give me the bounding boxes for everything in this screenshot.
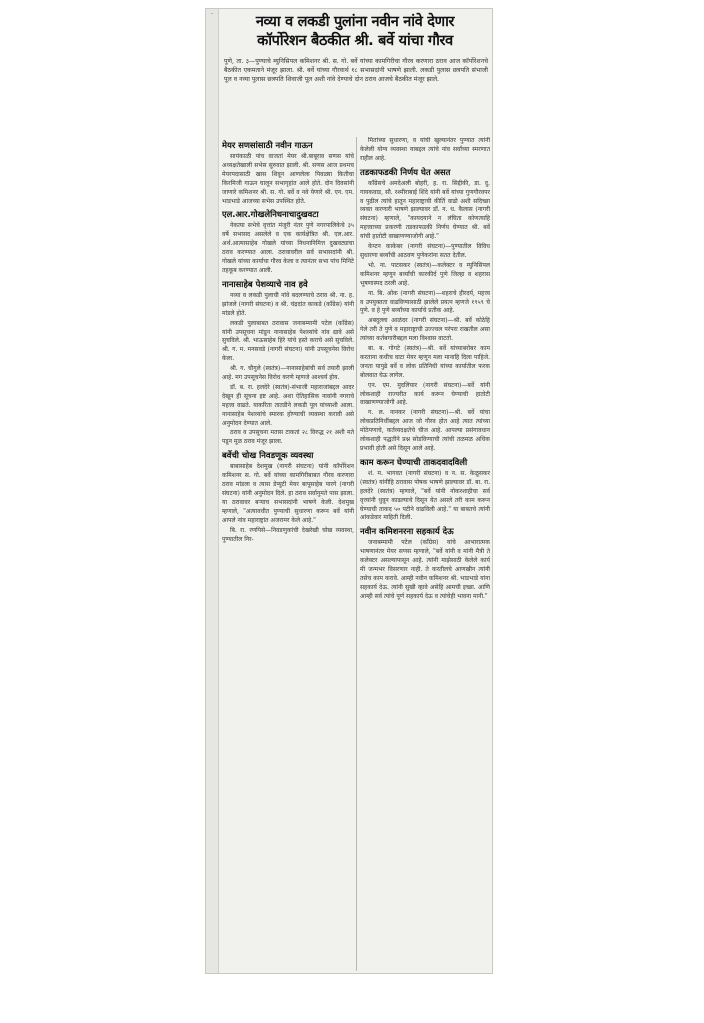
left-column (222, 137, 354, 971)
article-paragraph: भो. ना. पाटसकर (स्वतंत्र)—कलेक्टर व म्युनिसिपल कमिशनर म्हणून बर्व्यांची कारकीर्द पुणे जिल्हा व शहरास भूषणास्पद ठरली आहे. (360, 261, 490, 287)
article-paragraph: अबदुल्ला आळंदर (नागरी संघटना)—श्री. बर्वे कोठेहि गेले तरी ते पुणे व महाराष्ट्राची उज्ज्वल परंपरा राखतील असा त्यांच्या कर्तबगारीबद्दल मला विश्वास वाटतो. (360, 317, 490, 343)
article-paragraph: नव्या व लकडी पुलाची नांवे बदलण्याचे ठराव श्री. ना. ह. झांजले (नागरी संघटना) व श्री. चंद्रदांत काकडे (कॉंग्रेस) यांनी मांडले होते. (222, 291, 354, 317)
section-heading: तडकाफडकी निर्णय घेत असत (360, 166, 451, 177)
article-paragraph: बि. रा. रणपिसे—निवडणुकांची देखरेखी चोख व्यवस्था, पुण्यातील निर- (222, 526, 354, 543)
margin-mark: · (210, 10, 214, 18)
article-paragraph: ग. ल. नानकर (नागरी संघटना)—श्री. बर्वे यांचा लोकप्रतिनिधींबद्दल आज जो गौरव होत आहे त्यात त्यांच्या मोठेपणाचे, कर्तव्यदक्षतेचे चीज आहे. आपल्या प्रसंगावधान लोकशाही पद्धतीने प्रश्न सोडविण्याची त्यांची तळमळ अधिक प्रभावी होती असे दिसून आले आहे. (360, 409, 490, 452)
headline-line-1: नव्या व लकडी पुलांना नवीन नांवे देणार (255, 14, 455, 30)
headline (220, 13, 490, 51)
article-paragraph: शं. म. भागवत (नागरी संघटना) व न. स. केळूसकर (स्वतंत्र) यांनीहि ठरावास पोषक भाषणे झाल्यावर डॉ. बा. रा. हलदेरे (स्वतंत्र) म्हणाले, "बर्वे यांनी नोकरशाहीचा सर्व वृत्त्यांनी धुवून काढल्याचे दिसून येत असले तरी काम करून घेण्याची ताकद ५० पटीने वाढविली आहे." या बाबतचे त्यांनी आंकडेवार माहिती दिली. (360, 469, 490, 522)
right-column (356, 137, 490, 971)
article-paragraph: केप्टन काकेबर (नागरी संघटना)—पुण्यातील विविध सुधारणा बर्व्यांची आठवण पुणेकरांना सतत देतील. (360, 243, 490, 259)
section-heading: बर्वेची चोख निवडणूक व्यवस्था (222, 450, 314, 461)
article-paragraph: बा. ब. गोगटे (स्वतंत्र)—श्री. बर्वे यांच्याबरोबर काम करताना कधीच वाटा मेयर म्हणून मला मानाहि दिला पाहिजे. जनता यापुढे बर्वे व लोक प्रतिनिधी यांच्या कार्यातील फरक बोलवात घेऊ लागेल. (360, 345, 490, 379)
article-paragraph: डॉ. ब. रा. हलदेरे (स्वतंत्र)-संभाजी महाराजांबद्दल आदर देखून ही सूचना इष्ट आहे. अशा ऐतिहासिक नावांनी नगराचे महत्त्व वाढते. याकरिता तातडीने लकडी पूल यांच्याशी आला. नानासाहेब पेशव्यांचे स्मारक होण्याची व्यवस्था करावी असे अनुमोदन देण्यात आले. (222, 383, 354, 427)
article-paragraph: श्री. ग. चौगुले (स्वतंत्र)—नानासाहेबांची सर्व तयारी झाली आहे. मग उपसूचनेस विरोध करणे म्हणजे आश्चर्य होय. (222, 365, 354, 382)
lead-paragraph: पुणे, ता. ३—पुण्याचे म्युनिसिपल कमिशनर श्री. स. गो. बर्वे यांच्या कामगिरीचा गौरव करणारा ठराव आज कॉर्पोरेशनचे बैठकीत एकमताने मंजूर झाला. श्री. बर्वे यांच्या गौरवार्थ १८ सभासदांनी भाषणे झाली. लकडी पुलास छत्रपति संभाजी पूल व नव्या पुलास छत्रपति शिवाजी पूल अशी नांवे देण्याचे दोन ठराव आजचे बैठकीत मंजूर झाले. (224, 58, 488, 84)
article-paragraph: ना. बि. ओक (नागरी संघटना)—शहराचे हीरदर्य, महत्त्व व उपयुक्तता वाढविण्यासाठी झालेले प्रयत्न म्हणजे १९५९ चे पुणे. व हे पुणे बर्व्यांच्या कार्याचे प्रतीक आहे. (360, 289, 490, 315)
headline-line-2: कॉर्पोरेशन बैठकीत श्री. बर्वे यांचा गौरव (257, 33, 453, 49)
article-paragraph: नेकत्या सभेचे वृत्तांत मंजुरी नंतर पुणे नगरपालिकेचे ३५ वर्षे सभासद असलेले व एक कार्यक्षेत्रित श्री. एल.आर. अर्थ.आत्मासाहेब गोखले यांच्या निधनानिमित्त दुखवट्याचा ठराव करण्यात आला. ठरावावरील सर्व सभासदांनी श्री. गोखले यांच्या कार्याचा गौरव केला व त्यानंतर सभा पांच मिनिटे तहकूब करण्यात आली. (222, 222, 354, 274)
section-heading: एल.आर.गोखलेनिधनाचादुखवटा (222, 209, 319, 220)
section-heading: नवीन कमिशनरना सहकार्य देऊ (360, 526, 454, 537)
section-heading: काम करून घेण्याची ताकदवादविली (360, 456, 468, 467)
section-heading: नानासाहेब पेशव्याचे नाव हवे (222, 278, 308, 289)
margin-strip (206, 9, 219, 973)
article-paragraph: जनाबम्मामी पटेल (कॉंग्रेस) यांचे आभारात्मक भाषणानंतर मेयर सणस म्हणाले, "बर्वे यांनी व मांनी मैत्री ते कलेक्टर असल्यापासून आहे. त्यांनी माझेसाठी केलेले कार्य मी जन्मभर विसरणार नाही. ते करतीलचे आणखीन त्यांनी तसेच काम करावे. आम्ही नवीन कमिशनर श्री. भाडभाडे यांना सहकार्य देऊ. त्यांनी सुखी व्हावे असेहि आमची इच्छा. आणि आम्ही सर्व त्यांचे पूर्ण सहकार्य देऊ व त्यांचेही भावना मानी." (360, 539, 490, 600)
article-paragraph: कॉंग्रेसचे अमदेअली बोहरी, ह. रा. सिद्दीकी, डा. दु. गायकवाड, सौ. रश्मीराबाई शिंदे यांनी बर्वे यांच्या गुणगौरवपर व पुढील त्यांचे हातून महाराष्ट्राची कीर्ति वाढो अशी सदिच्छा व्यक्त करणारी भाषणे झाल्यावर डॉ. न. ध. कैलास (नागरी संघटना) म्हणाले, "कायदयाने न लंघिता कोणत्याहि महत्त्वाच्या प्रकरणी तडकाफडकी निर्णय घेण्यात श्री. बर्वे यांची हातोटी वाखाणण्याजोगी आहे." (360, 179, 490, 241)
article-paragraph: मितांच्या सुधारणा, व यांची खुल्यानंतर पुण्यात त्यांनी केलेली योग्य व्यवस्था याबद्दल त्यांचे नांव सर्वांच्या स्मरणात राहील आहे. (360, 137, 490, 162)
section-heading: मेयर सणसांसाठी नवीन गाऊन (222, 140, 313, 150)
article-paragraph: एन. एम. मुदलियार (नागरी संघटना)—बर्वे यांनी लोकशाही राज्यरीत कार्य करून घेण्याची हातोटी वाखाणण्याजोगी आहे. (360, 381, 490, 407)
article-paragraph: बाबासाहेब देशमुख (नागरी संघटना) यांनी कॉर्पोरेशन कमिशनर स. गो. बर्वे यांच्या कामगिरीबाबत गौरव करणारा ठराव मांडला व त्यास डेप्युटी मेयर बापूसाहेब पारगे (नागरी संघटना) यांनी अनुमोदन दिले. हा ठराव सर्वानुमते पास झाला. या ठरावावर बऱ्याच सभासदांनी भाषणे केली. देशमुख म्हणाले, "अत्यावधीत पुण्याची सुधारणा करून बर्वे यांनी आपले नांव महाराष्ट्रांत अजरामर केले आहे." (222, 463, 354, 524)
article-paragraph: ठराव व उपसूचना मतास टाकतां २८ विरुद्ध २१ अशी मते पडून मूळ ठराव मंजूर झाला. (222, 429, 354, 446)
article-paragraph: सायंकाळी पांच वाजतां मेयर श्री.बाबूराव सणस यांचे अध्यक्षतेखाली सभेस सुरुवात झाली. श्री. सणस आज प्रथमच मेयरपदासाठी खास शिवून आणलेला पिवळ्या कितीचा किरमिजी गाऊन घालून सभागृहांत आले होते. दोन दिवसांनी जाणारे कमिशनर श्री. स. गो. बर्वे व नवे येणारे श्री. एन. एम. भाडभाडे आजच्या सभेस उपस्थित होते. (222, 153, 354, 205)
article-paragraph: लकडी पुलाबाबत ठरावास जनाबम्मामी पटेल (कॉंग्रेस) यांनी उपसूचना मांडून नानासाहेब पेशव्यांचे नांव द्यावे असे सुचविले. श्री. भाऊसाहेब हिरे यांचे हस्ते कराचे असे सुचविले. श्री. ग. म. मनसवडे (नागरी संघटना) यांनी उपसूचनेस विरोध केला. (222, 319, 354, 363)
newspaper-clipping (205, 8, 493, 974)
